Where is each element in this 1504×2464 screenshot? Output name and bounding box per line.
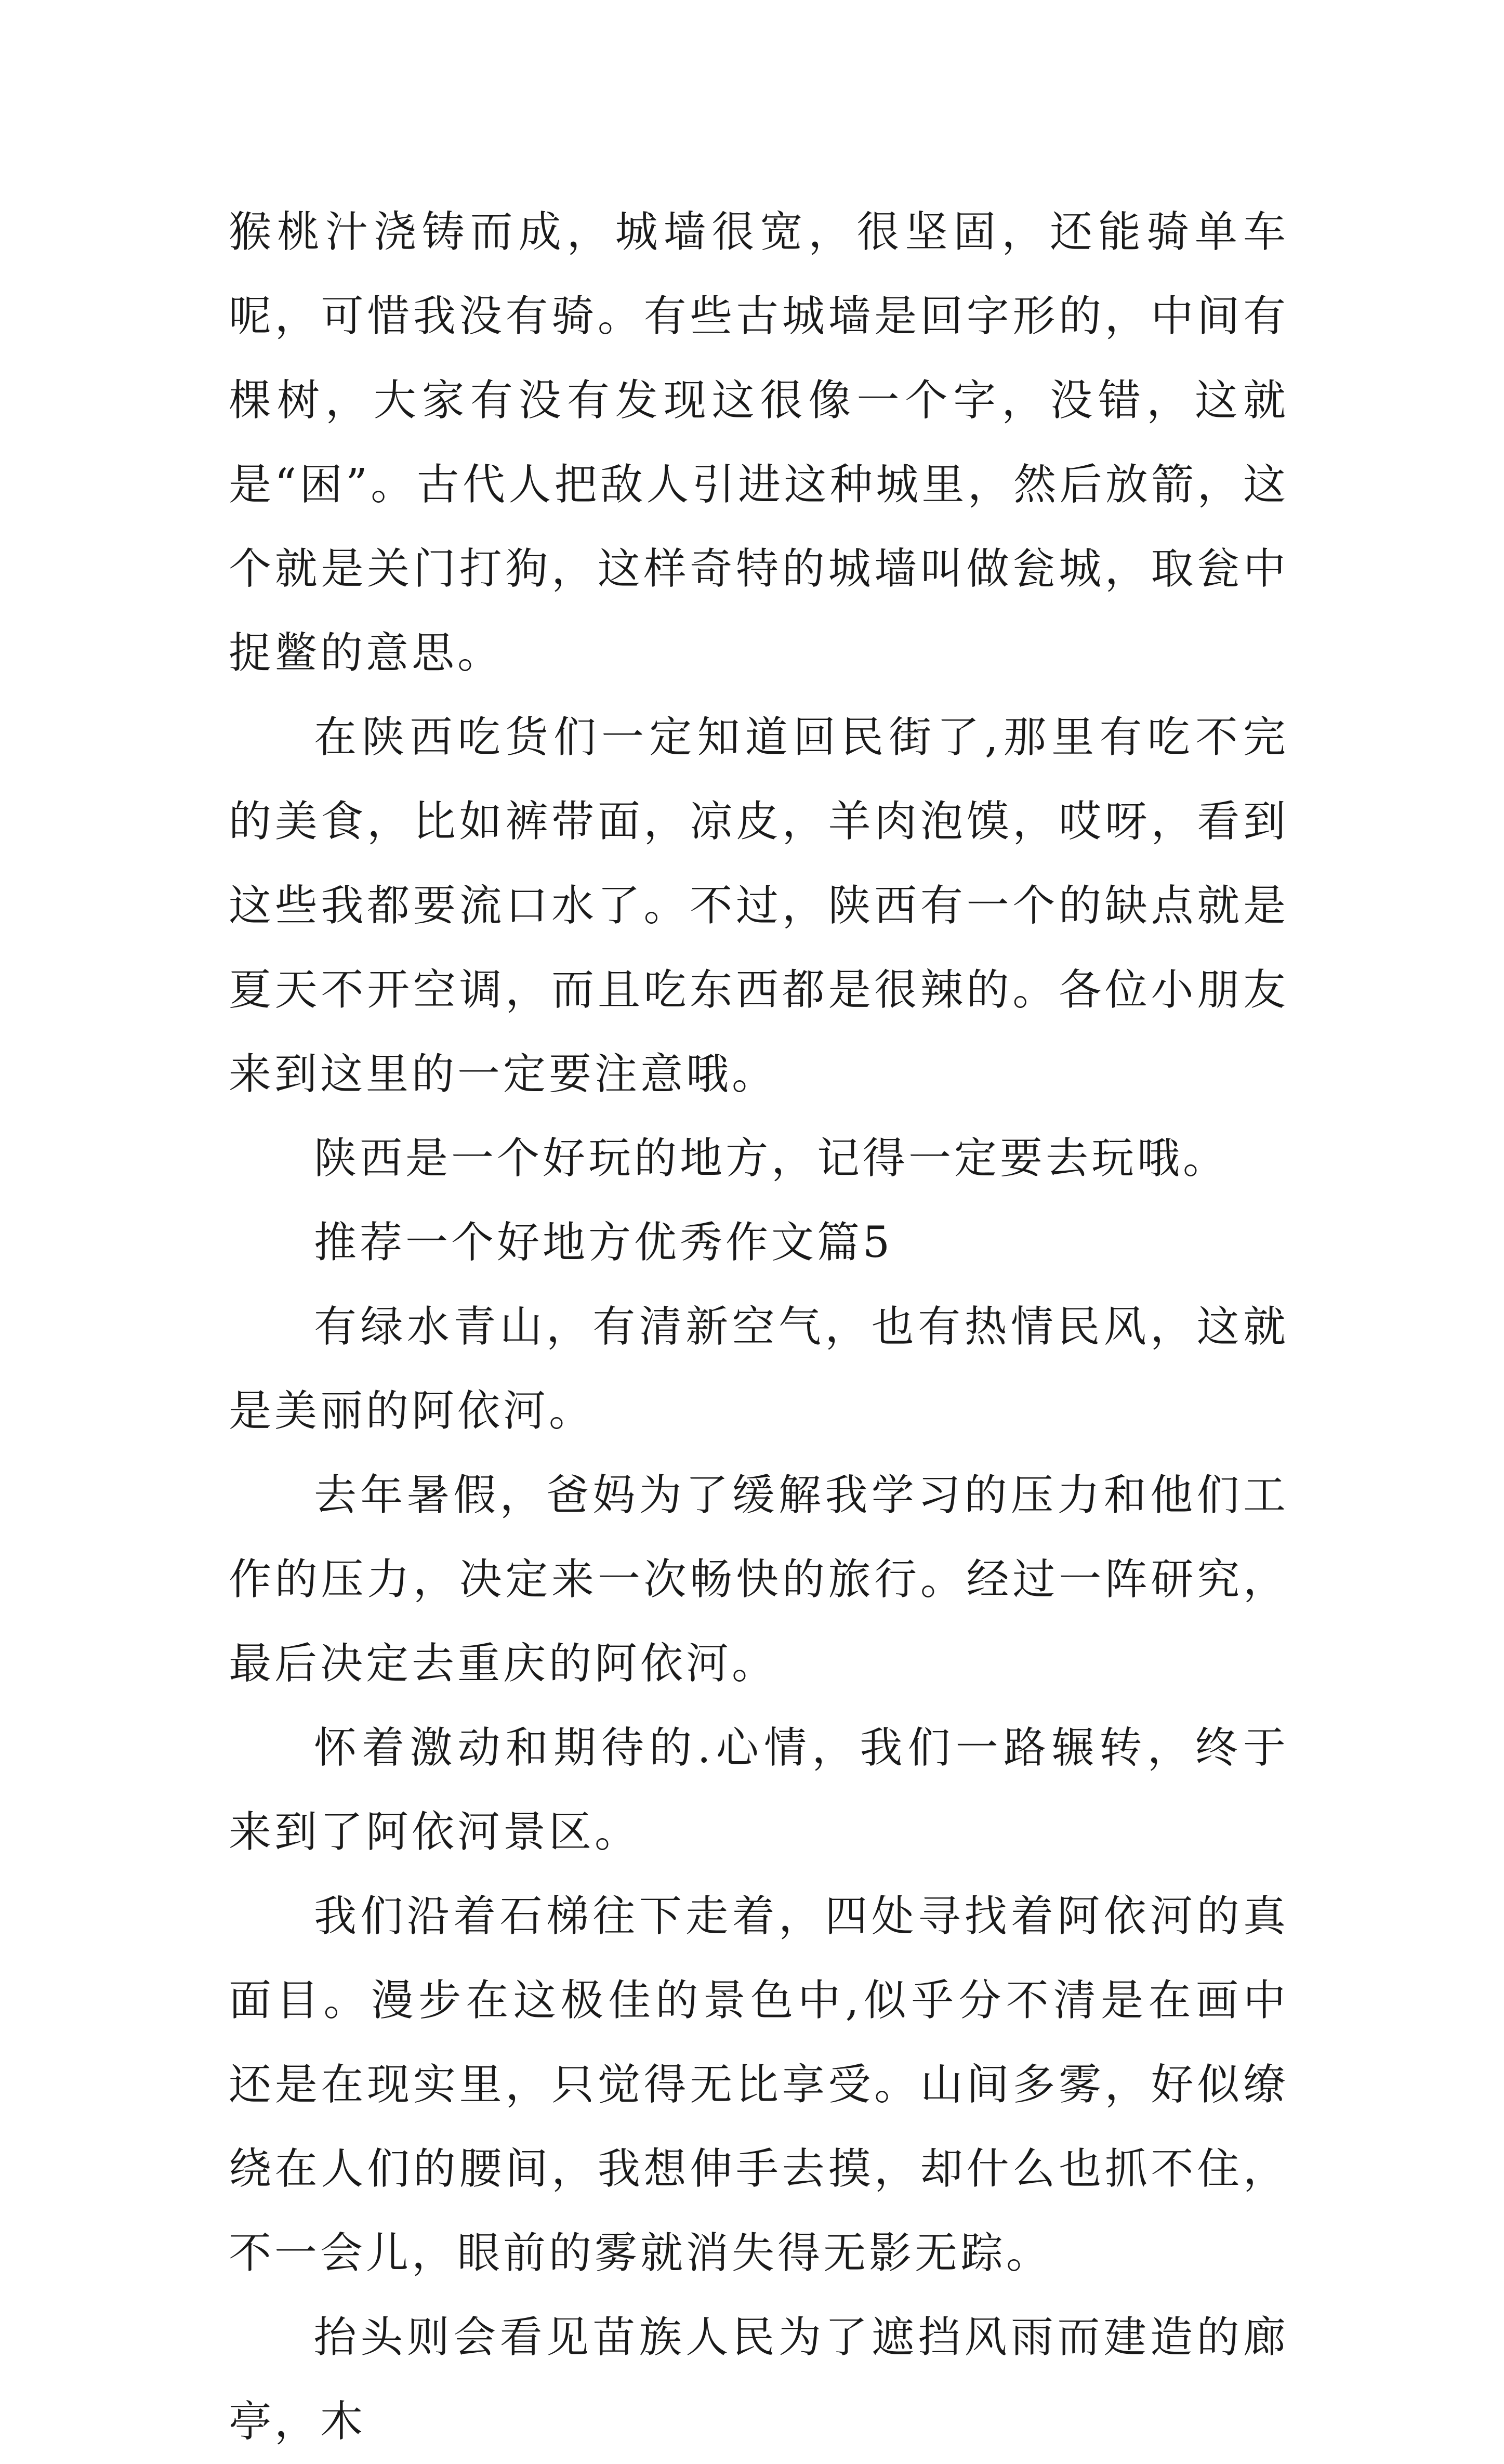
paragraph-5: 去年暑假，爸妈为了缓解我学习的压力和他们工作的压力，决定来一次畅快的旅行。经过一阵研究，最后决定去重庆的阿依河。 — [229, 1471, 1289, 1688]
paragraph-3: 陕西是一个好玩的地方，记得一定要去玩哦。 — [314, 1134, 1229, 1183]
paragraph-7: 我们沿着石梯往下走着，四处寻找着阿依河的真面目。漫步在这极佳的景色中,似乎分不清是在画中还是在现实里，只觉得无比享受。山间多雾，好似缭绕在人们的腰间，我想伸手去摸，却什么也抓不住，不一会儿，眼前的雾就消失得无影无踪。 — [229, 1892, 1289, 2278]
paragraph-1: 猴桃汁浇铸而成，城墙很宽，很坚固，还能骑单车呢，可惜我没有骑。有些古城墙是回字形的，中间有棵树，大家有没有发现这很像一个字，没错，这就是“困”。古代人把敌人引进这种城里，然后放箭，这个就是关门打狗，这样奇特的城墙叫做瓮城，取瓮中捉鳖的意思。 — [229, 207, 1289, 678]
paragraph-2: 在陕西吃货们一定知道回民街了,那里有吃不完的美食，比如裤带面，凉皮，羊肉泡馍，哎呀，看到这些我都要流口水了。不过，陕西有一个的缺点就是夏天不开空调，而且吃东西都是很辣的。各位小朋友来到这里的一定要注意哦。 — [229, 713, 1289, 1099]
paragraph-4: 有绿水青山，有清新空气，也有热情民风，这就是美丽的阿依河。 — [229, 1302, 1289, 1436]
body-text — [229, 190, 1289, 2464]
paragraph-8: 抬头则会看见苗族人民为了遮挡风雨而建造的廊亭，木 — [229, 2313, 1289, 2446]
paragraph-6: 怀着激动和期待的.心情，我们一路辗转，终于来到了阿依河景区。 — [229, 1723, 1289, 1857]
section-heading: 推荐一个好地方优秀作文篇5 — [314, 1218, 893, 1267]
